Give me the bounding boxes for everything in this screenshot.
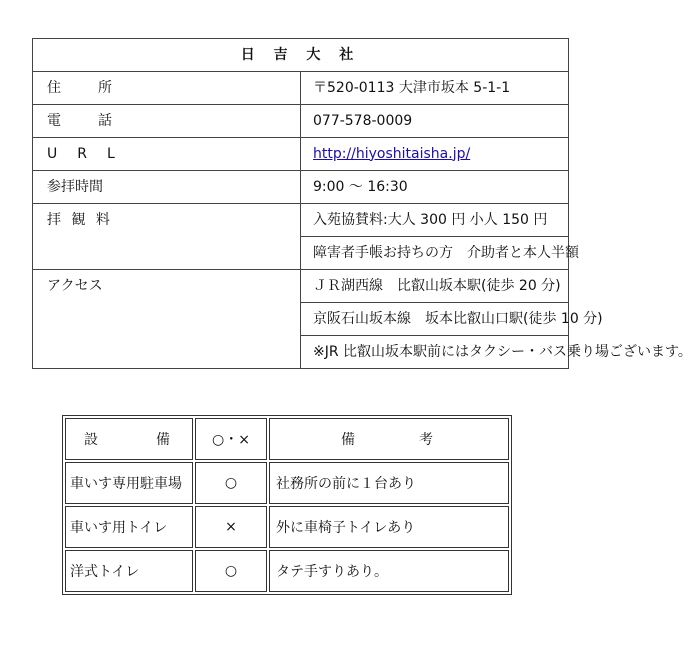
facility-name: 洋式トイレ bbox=[65, 550, 193, 592]
table-row bbox=[65, 462, 509, 504]
availability-mark: ○ bbox=[195, 550, 267, 592]
access-row bbox=[33, 270, 569, 303]
url-label: U R L bbox=[33, 138, 301, 171]
website-link[interactable]: http://hiyoshitaisha.jp/ bbox=[313, 145, 471, 162]
hours-label: 参拝時間 bbox=[33, 171, 301, 204]
phone-value: 077-578-0009 bbox=[301, 105, 569, 138]
facility-column-header: 設 備 bbox=[65, 418, 193, 460]
facilities-table bbox=[62, 415, 512, 595]
facilities-header-row bbox=[65, 418, 509, 460]
url-row bbox=[33, 138, 569, 171]
access-line: ＪＲ湖西線 比叡山坂本駅(徒歩 20 分) bbox=[301, 270, 569, 303]
access-line: 京阪石山坂本線 坂本比叡山口駅(徒歩 10 分) bbox=[301, 303, 569, 336]
facility-note: 社務所の前に１台あり bbox=[269, 462, 509, 504]
availability-column-header: ○・× bbox=[195, 418, 267, 460]
address-value: 〒520-0113 大津市坂本 5-1-1 bbox=[301, 72, 569, 105]
hours-row bbox=[33, 171, 569, 204]
facility-note: タテ手すりあり。 bbox=[269, 550, 509, 592]
shrine-info-table bbox=[32, 38, 692, 369]
phone-label: 電 話 bbox=[33, 105, 301, 138]
access-label: アクセス bbox=[33, 270, 301, 369]
address-row bbox=[33, 72, 569, 105]
facility-name: 車いす用トイレ bbox=[65, 506, 193, 548]
fee-line: 入苑協賛料:大人 300 円 小人 150 円 bbox=[301, 204, 569, 237]
availability-mark: ○ bbox=[195, 462, 267, 504]
shrine-title: 日 吉 大 社 bbox=[33, 39, 569, 72]
notes-column-header: 備 考 bbox=[269, 418, 509, 460]
table-row bbox=[65, 550, 509, 592]
fee-line: 障害者手帳お持ちの方 介助者と本人半額 bbox=[301, 237, 569, 270]
access-line: ※JR 比叡山坂本駅前にはタクシー・バス乗り場ございます。 bbox=[301, 336, 569, 369]
fee-row bbox=[33, 204, 569, 237]
availability-mark: × bbox=[195, 506, 267, 548]
fee-label: 拝 観 料 bbox=[33, 204, 301, 270]
table-row bbox=[65, 506, 509, 548]
facility-note: 外に車椅子トイレあり bbox=[269, 506, 509, 548]
phone-row bbox=[33, 105, 569, 138]
url-cell bbox=[301, 138, 569, 171]
hours-value: 9:00 ～ 16:30 bbox=[301, 171, 569, 204]
facility-name: 車いす専用駐車場 bbox=[65, 462, 193, 504]
address-label: 住 所 bbox=[33, 72, 301, 105]
